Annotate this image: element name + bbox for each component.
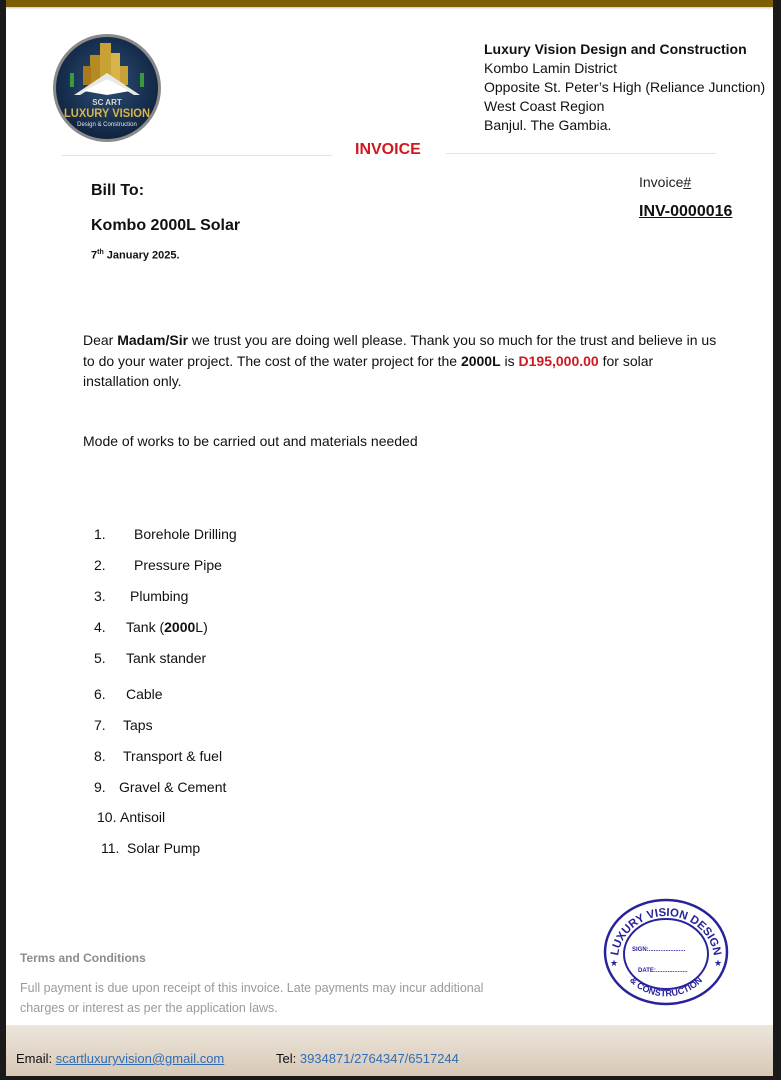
address-line: Kombo Lamin District xyxy=(484,60,618,76)
letter-text: for solar installation only. xyxy=(83,352,654,389)
item-label: Taps xyxy=(123,717,153,733)
item-number: 10. xyxy=(97,809,117,825)
item-label: Tank stander xyxy=(126,650,207,666)
logo-text-3: Design & Construction xyxy=(77,122,137,128)
item-label-bold: 2000 xyxy=(164,619,196,635)
footer-tel xyxy=(276,1051,459,1066)
footer-email xyxy=(16,1051,224,1066)
list-item xyxy=(101,840,200,856)
item-number: 5. xyxy=(94,650,106,666)
item-label: Solar Pump xyxy=(127,840,201,856)
item-label: Antisoil xyxy=(120,809,166,825)
letter-body xyxy=(83,330,723,392)
invoice-number: INV-0000016 xyxy=(639,203,733,220)
salutation: Madam/Sir xyxy=(117,332,189,348)
divider-left xyxy=(62,155,332,156)
stamp-bottom-text: & CONSTRUCTION xyxy=(627,974,705,999)
item-label: Gravel & Cement xyxy=(119,779,227,795)
invoice-page xyxy=(6,0,773,1076)
date-suffix: th xyxy=(97,249,104,256)
list-item xyxy=(94,557,222,573)
list-item xyxy=(94,686,163,702)
date-day: 7 xyxy=(91,249,98,262)
invoice-title: INVOICE xyxy=(355,141,421,158)
stamp-sign: SIGN:...................... xyxy=(632,947,686,953)
company-name: Luxury Vision Design and Construction xyxy=(484,41,747,57)
stamp-star-right: ★ xyxy=(714,958,723,968)
item-label: Cable xyxy=(126,686,163,702)
bill-to-label: Bill To: xyxy=(91,182,145,199)
company-address-block xyxy=(484,40,765,135)
invoice-date xyxy=(91,249,180,262)
project-price: D195,000.00 xyxy=(518,352,599,369)
item-number: 11. xyxy=(101,840,120,856)
email-label: Email: xyxy=(16,1051,56,1066)
top-bar xyxy=(6,0,773,7)
item-label: L) xyxy=(195,619,208,635)
client-name: Kombo 2000L Solar xyxy=(91,217,241,234)
tel-numbers: 3934871/2764347/6517244 xyxy=(299,1051,459,1066)
item-label: Tank ( xyxy=(126,619,165,635)
item-number: 4. xyxy=(94,619,106,635)
tank-capacity: 2000L xyxy=(460,352,501,369)
company-stamp xyxy=(602,896,730,1006)
item-number: 7. xyxy=(94,717,106,733)
item-number: 3. xyxy=(94,588,106,604)
invoice-number-label xyxy=(639,174,691,190)
address-line: West Coast Region xyxy=(484,98,605,114)
terms-heading: Terms and Conditions xyxy=(20,951,146,965)
letter-text: we trust you are doing well please. Thank you so much for the trust and believe in us to do your water project. The cost of the water project for the xyxy=(83,332,717,369)
list-item xyxy=(94,650,206,666)
list-item xyxy=(94,748,222,764)
item-number: 8. xyxy=(94,748,106,764)
list-item xyxy=(94,588,188,604)
stamp-star-left: ★ xyxy=(610,958,619,968)
list-item xyxy=(97,809,165,825)
item-label: Borehole Drilling xyxy=(134,526,237,542)
item-label: Pressure Pipe xyxy=(134,557,222,573)
tel-label: Tel: xyxy=(276,1051,300,1066)
item-label: Plumbing xyxy=(130,588,189,604)
invoice-label-prefix: Invoice xyxy=(639,174,684,190)
date-rest: January 2025. xyxy=(103,249,180,262)
item-label: Transport & fuel xyxy=(123,748,223,764)
list-item xyxy=(94,526,237,542)
item-number: 6. xyxy=(94,686,106,702)
address-line: Opposite St. Peter’s High (Reliance Junction) xyxy=(484,79,766,95)
mode-heading: Mode of works to be carried out and materials needed xyxy=(83,433,418,449)
stamp-date: DATE:................... xyxy=(638,968,688,974)
letter-text: is xyxy=(500,352,519,369)
invoice-label-hash: # xyxy=(683,174,692,190)
terms-text: Full payment is due upon receipt of this invoice. Late payments may incur additional charges or interest as per the application laws. xyxy=(20,981,484,1015)
item-number: 2. xyxy=(94,557,106,573)
logo-text-1: SC ART xyxy=(92,98,122,107)
list-item xyxy=(94,779,226,795)
company-logo xyxy=(52,33,162,143)
address-line: Banjul. The Gambia. xyxy=(484,117,612,133)
logo-text-2: LUXURY VISION xyxy=(64,106,150,120)
item-number: 9. xyxy=(94,779,106,795)
list-item xyxy=(94,619,208,635)
list-item xyxy=(94,717,153,733)
item-number: 1. xyxy=(94,526,106,542)
stamp-top-text: LUXURY VISION DESIGN xyxy=(609,906,723,957)
email-link[interactable]: scartluxuryvision@gmail.com xyxy=(55,1051,225,1066)
letter-text: Dear xyxy=(83,332,118,348)
divider-right xyxy=(446,153,716,154)
